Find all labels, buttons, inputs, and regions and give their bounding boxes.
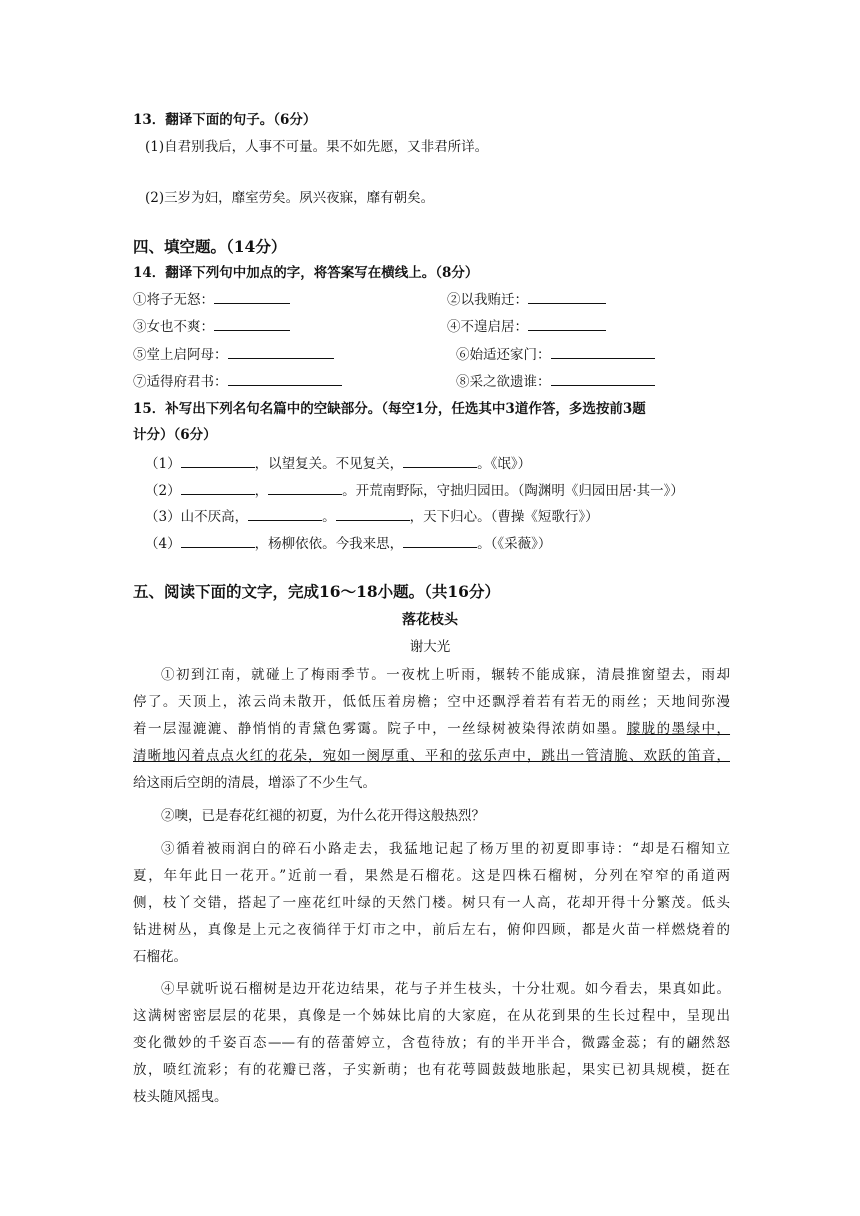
q14-item-label: ④不遑启居： (447, 319, 528, 335)
answer-blank[interactable] (528, 316, 606, 331)
article-p2: ②噢，已是春花红褪的初夏，为什么花开得这般热烈？ (161, 808, 485, 824)
article-author: 谢大光 (409, 639, 451, 655)
answer-blank[interactable] (551, 371, 655, 386)
q15-line-2-c: 。开荒南野际，守拙归园田。（陶渊明《归园田居·其一》） (342, 483, 684, 499)
article-title: 落花枝头 (402, 612, 458, 628)
section-4-heading: 四、填空题。（14分） (133, 237, 287, 256)
answer-blank[interactable] (528, 289, 606, 304)
article-p4-line-4: 放，喷红流彩；有的花瓣已落，子实新萌；也有花萼圆鼓鼓地胀起，果实已初具规模，挺在 (133, 1062, 730, 1078)
q15-line-2-b: ， (254, 483, 269, 499)
q15-line-4-c: 。（《采薇》） (477, 536, 552, 552)
q15-line-2 (145, 480, 684, 501)
q15-line-3-a: （3）山不厌高， (145, 509, 249, 525)
answer-blank[interactable] (551, 344, 655, 359)
q13-sentence-2: (2)三岁为妇，靡室劳矣。夙兴夜寐，靡有朝矣。 (145, 190, 435, 206)
q15-line-2-a: （2） (145, 483, 181, 499)
article-p1-line-1: ①初到江南，就碰上了梅雨季节。一夜枕上听雨，辗转不能成寐，清晨推窗望去，雨却 (161, 667, 730, 683)
article-p1-line-3-text: 着一层湿漉漉、静悄悄的青黛色雾霭。院子中，一丝绿树被染得浓荫如墨。 (133, 721, 627, 737)
q13-sentence-1: (1)自君别我后，人事不可量。果不如先愿，又非君所详。 (145, 139, 489, 155)
answer-blank[interactable] (268, 480, 342, 495)
q13-title: 13．翻译下面的句子。（6分） (133, 112, 317, 128)
article-p4-line-5: 枝头随风摇曳。 (133, 1089, 228, 1105)
q15-line-1-a: （1） (145, 456, 181, 472)
q14-item-label: ②以我贿迁： (447, 292, 528, 308)
q14-item-4 (447, 316, 606, 337)
article-p1-line-5: 给这雨后空朗的清晨，增添了不少生气。 (133, 775, 376, 791)
q14-item-3 (133, 316, 290, 337)
answer-blank[interactable] (403, 533, 477, 548)
q15-title-line-2: 计分）（6分） (133, 427, 217, 443)
q15-line-1 (145, 453, 531, 474)
answer-blank[interactable] (214, 289, 290, 304)
q14-item-1 (133, 289, 290, 310)
section-5-heading: 五、阅读下面的文字，完成16～18小题。（共16分） (133, 582, 500, 601)
q15-title-line-1: 15．补写出下列名句名篇中的空缺部分。（每空1分，任选其中3道作答，多选按前3题 (133, 401, 646, 417)
answer-blank[interactable] (228, 371, 342, 386)
q14-item-label: ⑥始适还家门： (456, 347, 551, 363)
article-p3-line-3: 侧，枝丫交错，搭起了一座花红叶绿的天然门楼。树只有一人高，花却开得十分繁茂。低头 (133, 895, 730, 911)
article-p1-line-2: 停了。天顶上，浓云尚未散开，低低压着房檐；空中还飘浮着若有若无的雨丝；天地间弥漫 (133, 694, 730, 710)
q14-item-label: ③女也不爽： (133, 319, 214, 335)
q15-line-1-c: 。《氓》） (477, 456, 532, 472)
article-p1-line-4: 清晰地闪着点点火红的花朵，宛如一阕厚重、平和的弦乐声中，跳出一管清脆、欢跃的笛音， (133, 748, 730, 764)
article-p3-line-4: 钻进树丛，真像是上元之夜徜徉于灯市之中，前后左右，俯仰四顾，都是火苗一样燃烧着的 (133, 922, 730, 938)
q15-line-4-b: ，杨柳依依。今我来思， (254, 536, 404, 552)
q15-line-1-b: ，以望复关。不见复关， (254, 456, 404, 472)
answer-blank[interactable] (248, 506, 322, 521)
q14-item-7 (133, 371, 342, 392)
q14-item-8 (456, 371, 655, 392)
underlined-sentence: 朦胧的墨绿中， (626, 721, 731, 737)
q14-item-6 (456, 344, 655, 365)
q14-item-5 (133, 344, 334, 365)
article-p1-line-3 (133, 719, 730, 739)
q14-item-label: ①将子无怒： (133, 292, 214, 308)
article-p3-line-5: 石榴花。 (133, 949, 187, 965)
q14-item-label: ⑤堂上启阿母： (133, 347, 228, 363)
answer-blank[interactable] (181, 533, 255, 548)
answer-blank[interactable] (336, 506, 410, 521)
q15-line-3-c: ，天下归心。（曹操《短歌行》） (409, 509, 599, 525)
q14-item-2 (447, 289, 606, 310)
q15-line-3 (145, 506, 599, 527)
answer-blank[interactable] (181, 453, 255, 468)
article-p4-line-3: 变化微妙的千姿百态——有的蓓蕾婷立，含苞待放；有的半开半合，微露金蕊；有的翩然怒 (133, 1035, 730, 1051)
article-p3-line-2: 夏，年年此日一花开。”近前一看，果然是石榴花。这是四株石榴树，分列在窄窄的甬道两 (133, 868, 730, 884)
q14-title: 14．翻译下列句中加点的字，将答案写在横线上。（8分） (133, 265, 479, 281)
answer-blank[interactable] (228, 344, 334, 359)
article-p4-line-2: 这满树密密层层的花果，真像是一个姊妹比肩的大家庭，在从花到果的生长过程中，呈现出 (133, 1008, 730, 1024)
q15-line-3-b: 。 (322, 509, 336, 525)
q14-item-label: ⑧采之欲遗谁： (456, 374, 551, 390)
answer-blank[interactable] (214, 316, 290, 331)
q15-line-4-a: （4） (145, 536, 181, 552)
answer-blank[interactable] (403, 453, 477, 468)
q15-line-4 (145, 533, 551, 554)
answer-blank[interactable] (181, 480, 255, 495)
article-p4-line-1: ④早就听说石榴树是边开花边结果，花与子并生枝头，十分壮观。如今看去，果真如此。 (161, 981, 730, 997)
q14-item-label: ⑦适得府君书： (133, 374, 228, 390)
article-p3-line-1: ③循着被雨润白的碎石小路走去，我猛地记起了杨万里的初夏即事诗：“却是石榴知立 (161, 841, 730, 857)
